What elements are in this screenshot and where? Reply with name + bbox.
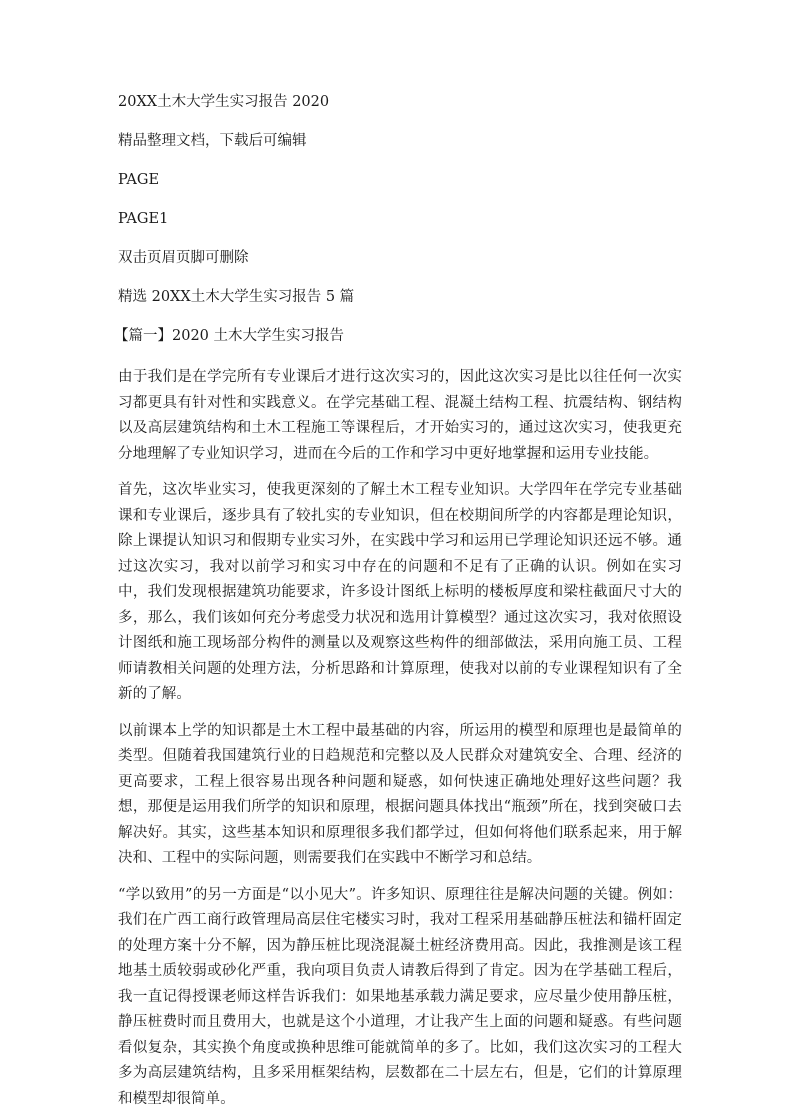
page-field: PAGE bbox=[118, 170, 682, 190]
selection-title: 精选 20XX土木大学生实习报告 5 篇 bbox=[118, 287, 682, 307]
document-title: 20XX土木大学生实习报告 2020 bbox=[118, 92, 682, 112]
paragraph-2: 首先，这次毕业实习，使我更深刻的了解土木工程专业知识。大学四年在学完专业基础课和专业课后，逐步具有了较扎实的专业知识，但在校期间所学的内容都是理论知识，除上课提认知识习和假期专业实习外，在实践中学习和运用已学理论知识还远不够。通过这次实习，我对以前学习和实习中存在的问题和不足有了正确的认识。例如在实习中，我们发现根据建筑功能要求，许多设计图纸上标明的楼板厚度和梁柱截面尺寸大的多，那么，我们该如何充分考虑受力状况和选用计算模型？通过这次实习，我对依照设计图纸和施工现场部分构件的测量以及观察这些构件的细部做法，采用向施工员、工程师请教相关问题的处理方法，分析思路和计算原理，使我对以前的专业课程知识有了全新的了解。 bbox=[118, 478, 682, 708]
edit-note: 精品整理文档，下载后可编辑 bbox=[118, 131, 682, 151]
delete-header-note: 双击页眉页脚可删除 bbox=[118, 248, 682, 268]
section-heading: 【篇一】2020 土木大学生实习报告 bbox=[114, 326, 682, 346]
paragraph-1: 由于我们是在学完所有专业课后才进行这次实习的，因此这次实习是比以往任何一次实习都更具有针对性和实践意义。在学完基础工程、混凝土结构工程、抗震结构、钢结构以及高层建筑结构和土木工程施工等课程后，才开始实习的，通过这次实习，使我更充分地理解了专业知识学习，进而在今后的工作和学习中更好地掌握和运用专业技能。 bbox=[118, 365, 682, 467]
page-field-number: PAGE1 bbox=[118, 209, 682, 229]
paragraph-4: “学以致用”的另一方面是“以小见大”。许多知识、原理往往是解决问题的关键。例如：我们在广西工商行政管理局高层住宅楼实习时，我对工程采用基础静压桩法和锚杆固定的处理方案十分不解，因为静压桩比现浇混凝土桩经济费用高。因此，我推测是该工程地基土质较弱或砂化严重，我向项目负责人请教后得到了肯定。因为在学基础工程后，我一直记得授课老师这样告诉我们：如果地基承载力满足要求，应尽量少使用静压桩，静压桩费时而且费用大，也就是这个小道理，才让我产生上面的问题和疑惑。有些问题看似复杂，其实换个角度或换种思维可能就简单的多了。比如，我们这次实习的工程大多为高层建筑结构，且多采用框架结构，层数都在二十层左右，但是，它们的计算原理和模型却很简单。 bbox=[118, 883, 682, 1112]
paragraph-3: 以前课本上学的知识都是土木工程中最基础的内容，所运用的模型和原理也是最简单的类型。但随着我国建筑行业的日趋规范和完整以及人民群众对建筑安全、合理、经济的更高要求，工程上很容易出现各种问题和疑惑，如何快速正确地处理好这些问题？我想，那便是运用我们所学的知识和原理，根据问题具体找出“瓶颈”所在，找到突破口去解决好。其实，这些基本知识和原理很多我们都学过，但如何将他们联系起来，用于解决和、工程中的实际问题，则需要我们在实践中不断学习和总结。 bbox=[118, 719, 682, 872]
